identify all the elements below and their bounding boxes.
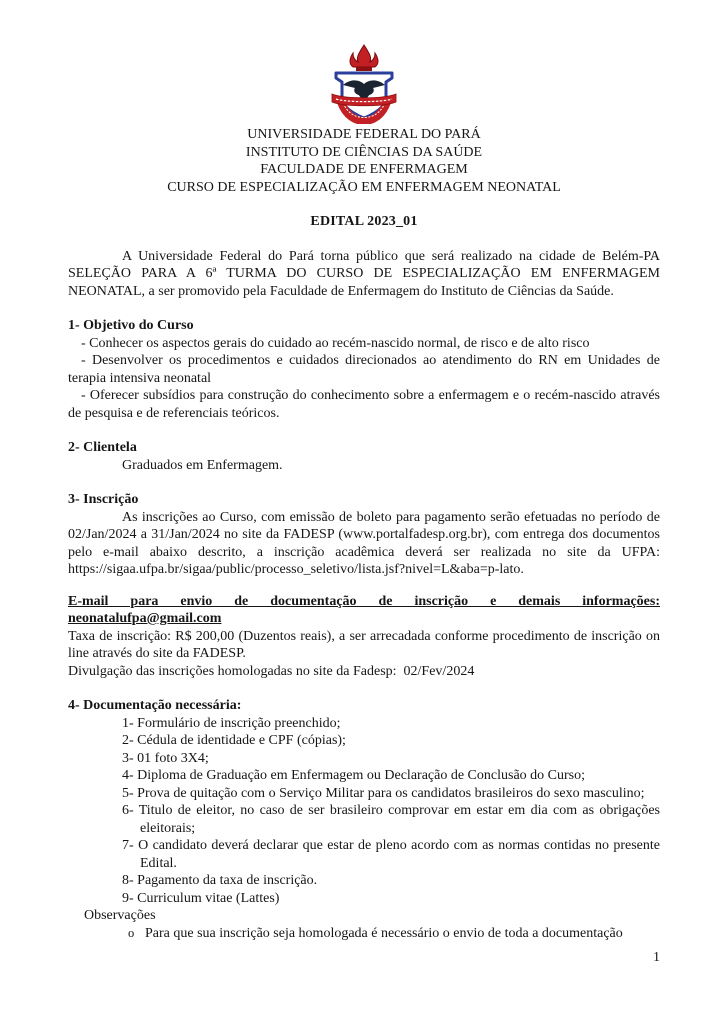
section-objetivo-title: 1- Objetivo do Curso xyxy=(68,318,194,333)
institution-name: UNIVERSIDADE FEDERAL DO PARÁ xyxy=(247,127,481,142)
divulgacao-inscricoes: Divulgação das inscrições homologadas no site da Fadesp: 02/Fev/2024 xyxy=(68,663,475,679)
section-documentacao xyxy=(68,697,660,942)
bullet-marker: o xyxy=(128,925,135,940)
email-block xyxy=(68,593,660,681)
faculty-name: FACULDADE DE ENFERMAGEM xyxy=(260,162,468,177)
logo-container xyxy=(68,0,660,124)
documentacao-item: 5- Prova de quitação com o Serviço Militar para os candidatos brasileiros do sexo masculino; xyxy=(122,785,645,801)
objetivo-item: - Desenvolver os procedimentos e cuidados direcionados ao atendimento do RN em Unidades de terapia intensiva neonatal xyxy=(68,353,660,386)
course-name: CURSO DE ESPECIALIZAÇÃO EM ENFERMAGEM NEONATAL xyxy=(167,179,561,195)
crest-flame xyxy=(350,45,378,67)
document-header xyxy=(68,126,660,196)
observacoes-label: Observações xyxy=(84,908,156,923)
documentacao-item: 9- Curriculum vitae (Lattes) xyxy=(122,890,280,906)
inscricao-body: As inscrições ao Curso, com emissão de boleto para pagamento serão efetuadas no período de 02/Jan/2024 a 31/Jan/2024 no site da FADESP (www.portalfadesp.org.br), com entrega dos documentos pelo e-mail abaixo descrito, a inscrição acadêmica deverá ser realizada no site da UFPA: https://sigaa.ufpa.br/sigaa/public/processo_seletivo/lista.jsf?nivel=L&aba=p-lato. xyxy=(68,509,660,577)
email-address: neonatalufpa@gmail.com xyxy=(68,611,222,626)
taxa-inscricao: Taxa de inscrição: R$ 200,00 (Duzentos reais), a ser arrecadada conforme procedimento de inscrição on line através do site da FADESP. xyxy=(68,628,660,661)
section-inscricao-title: 3- Inscrição xyxy=(68,492,139,507)
documentacao-item: 6- Titulo de eleitor, no caso de ser brasileiro comprovar em estar em dia com as obrigações eleitorais; xyxy=(122,803,660,836)
crest-crown xyxy=(356,67,372,71)
observacao-text: Para que sua inscrição seja homologada é necessário o envio de toda a documentação xyxy=(145,925,623,941)
ufpa-crest-icon xyxy=(316,44,412,124)
institute-name: INSTITUTO DE CIÊNCIAS DA SAÚDE xyxy=(245,144,483,160)
intro-paragraph: A Universidade Federal do Pará torna público que será realizado na cidade de Belém-PA SELEÇÃO PARA A 6ª TURMA DO CURSO DE ESPECIALIZAÇÃO EM ENFERMAGEM NEONATAL, a ser promovido pela Faculdade de Enfermagem do Instituto de Ciências da Saúde. xyxy=(68,248,660,299)
documentacao-list xyxy=(122,715,660,908)
observacao-item xyxy=(128,925,660,943)
section-clientela-title: 2- Clientela xyxy=(68,440,137,455)
edital-title: EDITAL 2023_01 xyxy=(310,214,418,229)
documentacao-item: 2- Cédula de identidade e CPF (cópias); xyxy=(122,733,346,748)
page-number: 1 xyxy=(653,949,660,965)
clientela-body: Graduados em Enfermagem. xyxy=(122,457,283,473)
documentacao-item: 1- Formulário de inscrição preenchido; xyxy=(122,715,341,731)
documentacao-item: 4- Diploma de Graduação em Enfermagem ou Declaração de Conclusão do Curso; xyxy=(122,768,585,783)
section-objetivo xyxy=(68,317,660,422)
documentacao-item: 8- Pagamento da taxa de inscrição. xyxy=(122,873,318,888)
section-documentacao-title: 4- Documentação necessária: xyxy=(68,698,242,713)
email-label: E-mail para envio de documentação de inscrição e demais informações: xyxy=(68,593,660,609)
documentacao-item: 3- 01 foto 3X4; xyxy=(122,750,209,766)
section-clientela xyxy=(68,439,660,474)
documentacao-item: 7- O candidato deverá declarar que estar de pleno acordo com as normas contidas no presente Edital. xyxy=(122,838,660,871)
objetivo-item: - Oferecer subsídios para construção do conhecimento sobre a enfermagem e o recém-nascido através de pesquisa e de referenciais teóricos. xyxy=(68,388,660,421)
section-inscricao xyxy=(68,491,660,579)
objetivo-item: - Conhecer os aspectos gerais do cuidado ao recém-nascido normal, de risco e de alto risco xyxy=(81,335,590,351)
